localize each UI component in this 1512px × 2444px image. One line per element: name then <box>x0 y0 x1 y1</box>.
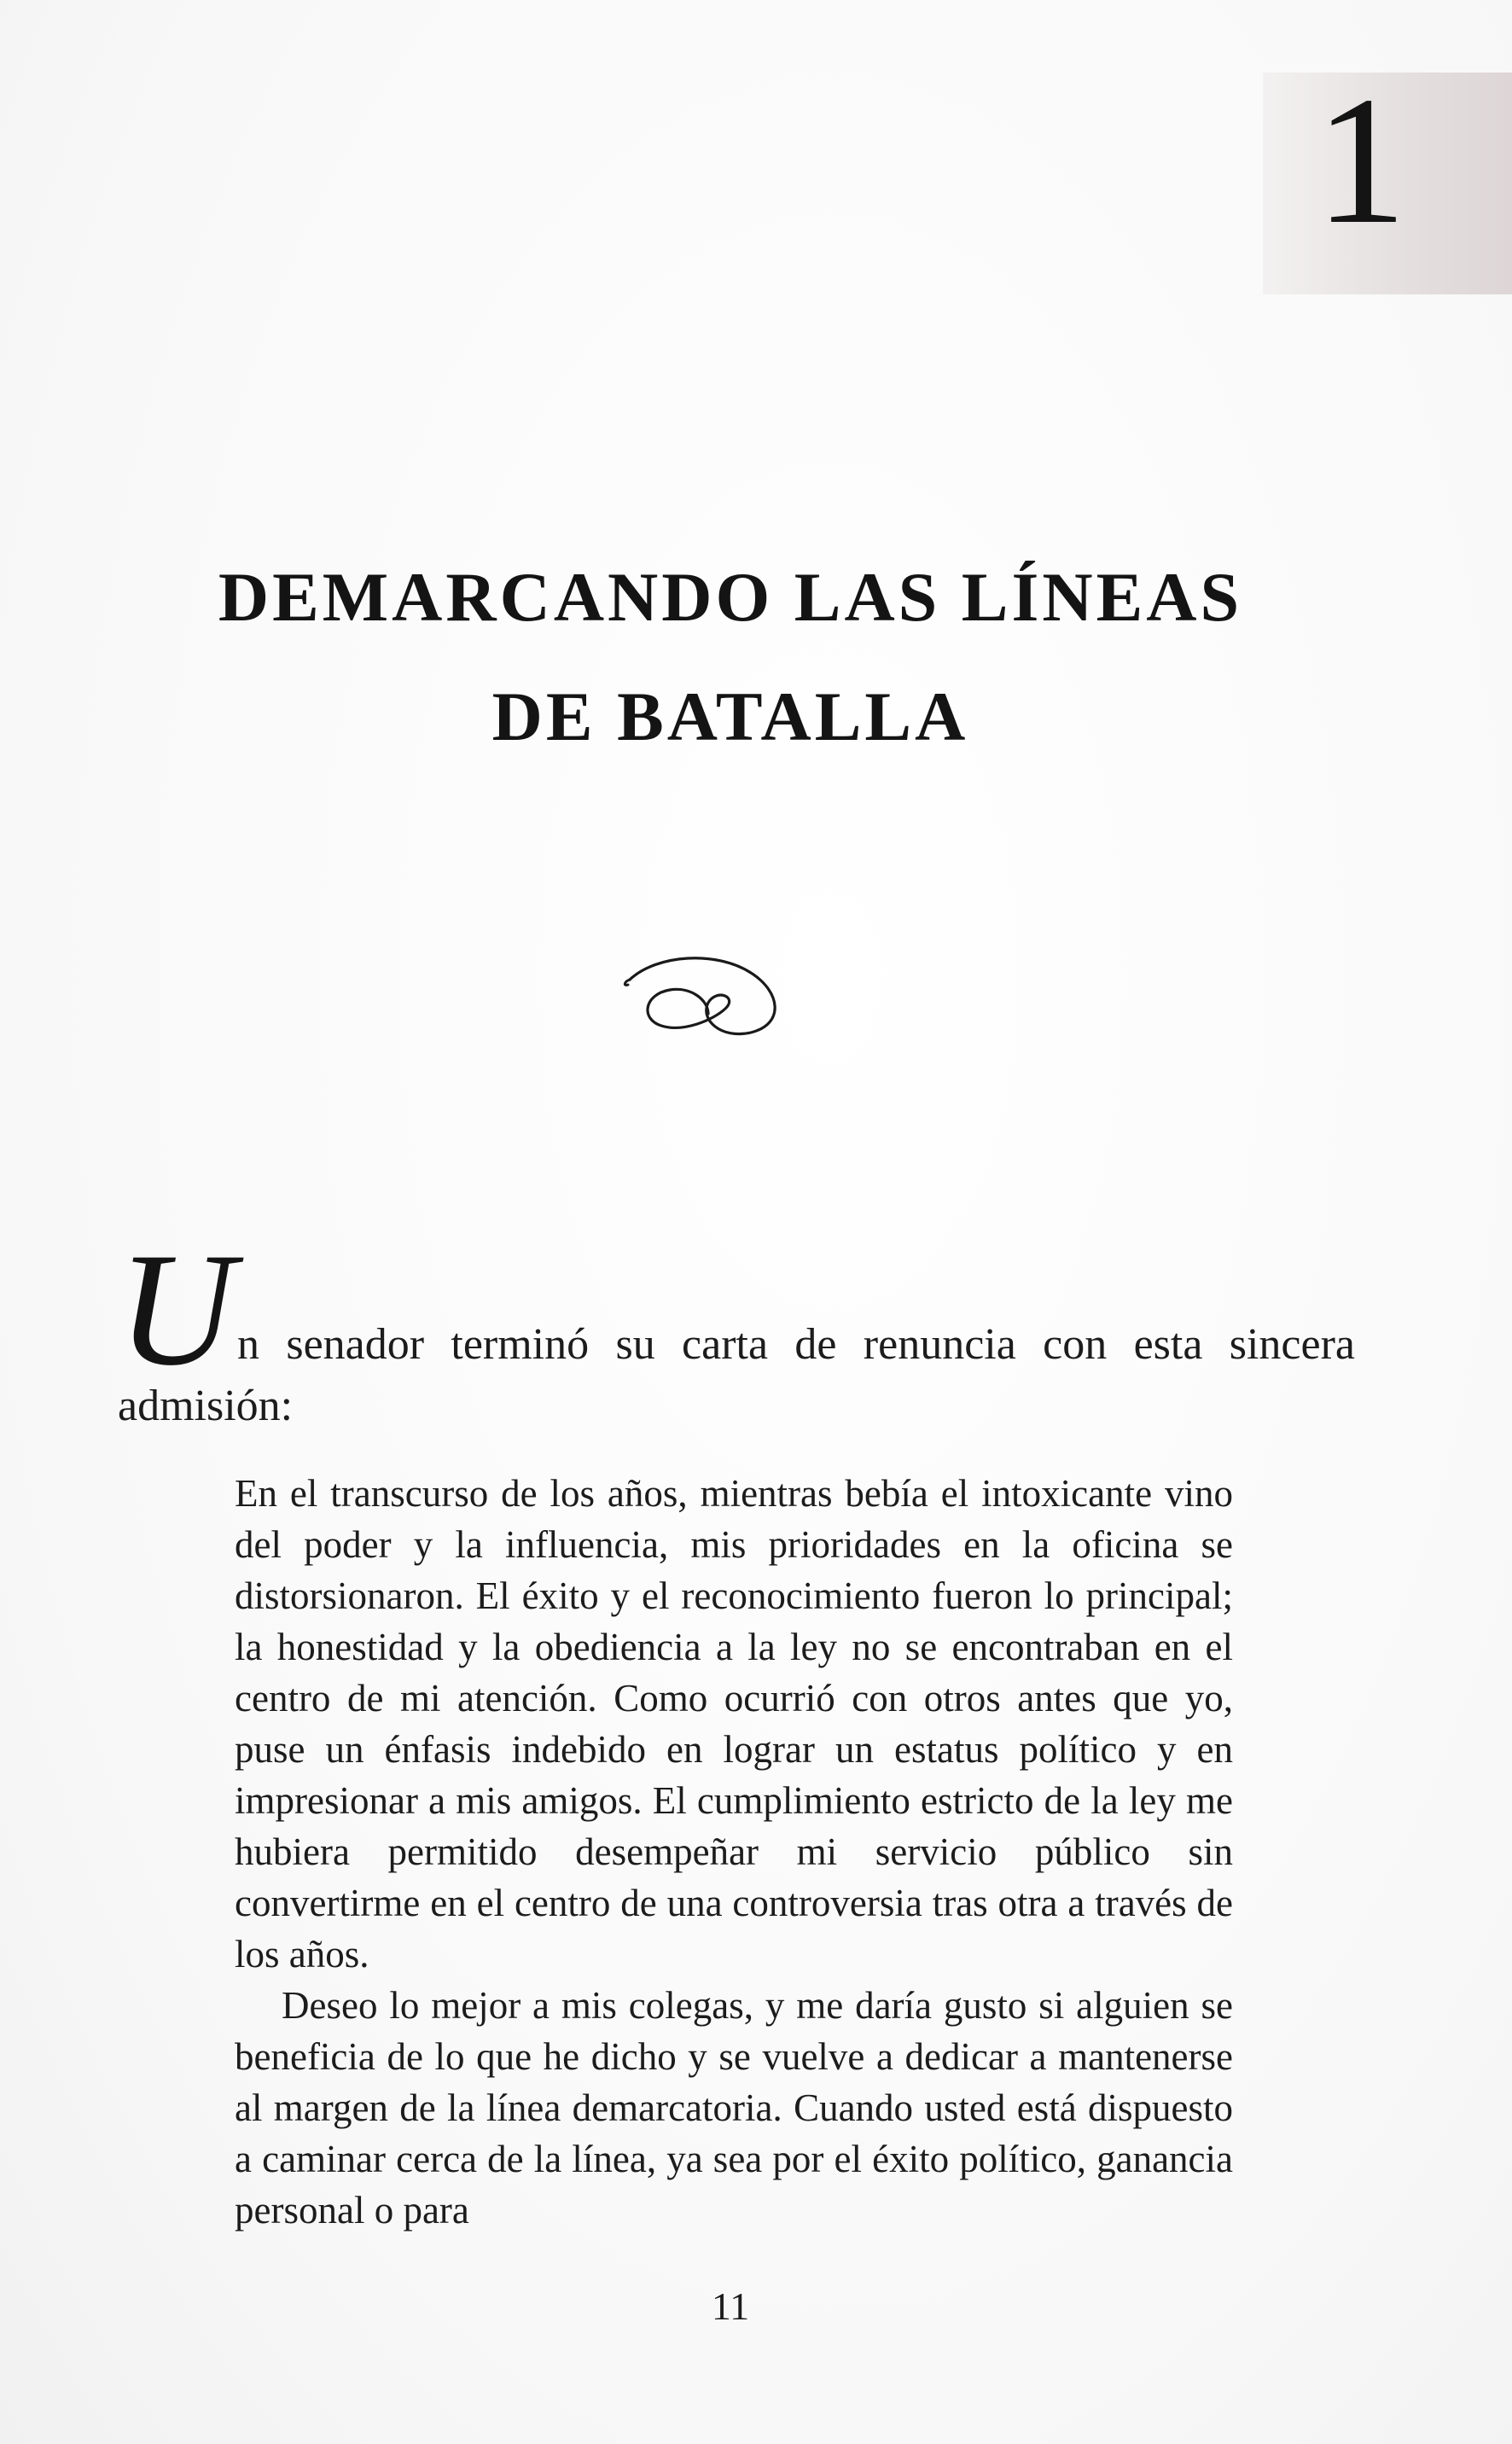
intro-paragraph: n senador terminó su carta de renuncia con esta sincera admisión: <box>118 1320 1355 1430</box>
chapter-title-line-2: DE BATALLA <box>491 677 969 755</box>
scroll-flourish-ornament-icon <box>623 947 802 1050</box>
chapter-title-line-1: DEMARCANDO LAS LÍNEAS <box>218 557 1243 636</box>
quote-paragraph-2: Deseo lo mejor a mis colegas, y me daría gusto si alguien se beneficia de lo que he dicho y se vuelve a dedicar a mantenerse al margen de la línea demarcatoria. Cuando usted está dispuesto a caminar cerca de la línea, ya sea por el éxito político, ganancia personal o para <box>235 1984 1233 2232</box>
page-number: 11 <box>711 2284 750 2328</box>
quote-paragraph-1: En el transcurso de los años, mientras bebía el intoxicante vino del poder y la influencia, mis prioridades en la oficina se distorsionaron. El éxito y el reconocimiento fueron lo principal; la honestidad y la obediencia a la ley no se encontraban en el centro de mi atención. Como ocurrió con otros antes que yo, puse un énfasis indebido en lograr un estatus político y en impresionar a mis amigos. El cumplimiento estricto de la ley me hubiera permitido desempeñar mi servicio público sin convertirme en el centro de una controversia tras otra a través de los años. <box>235 1472 1233 1976</box>
block-quote <box>235 1468 1233 2236</box>
drop-cap: U <box>118 1220 236 1399</box>
chapter-number: 1 <box>1315 58 1407 262</box>
chapter-title <box>0 538 1461 777</box>
